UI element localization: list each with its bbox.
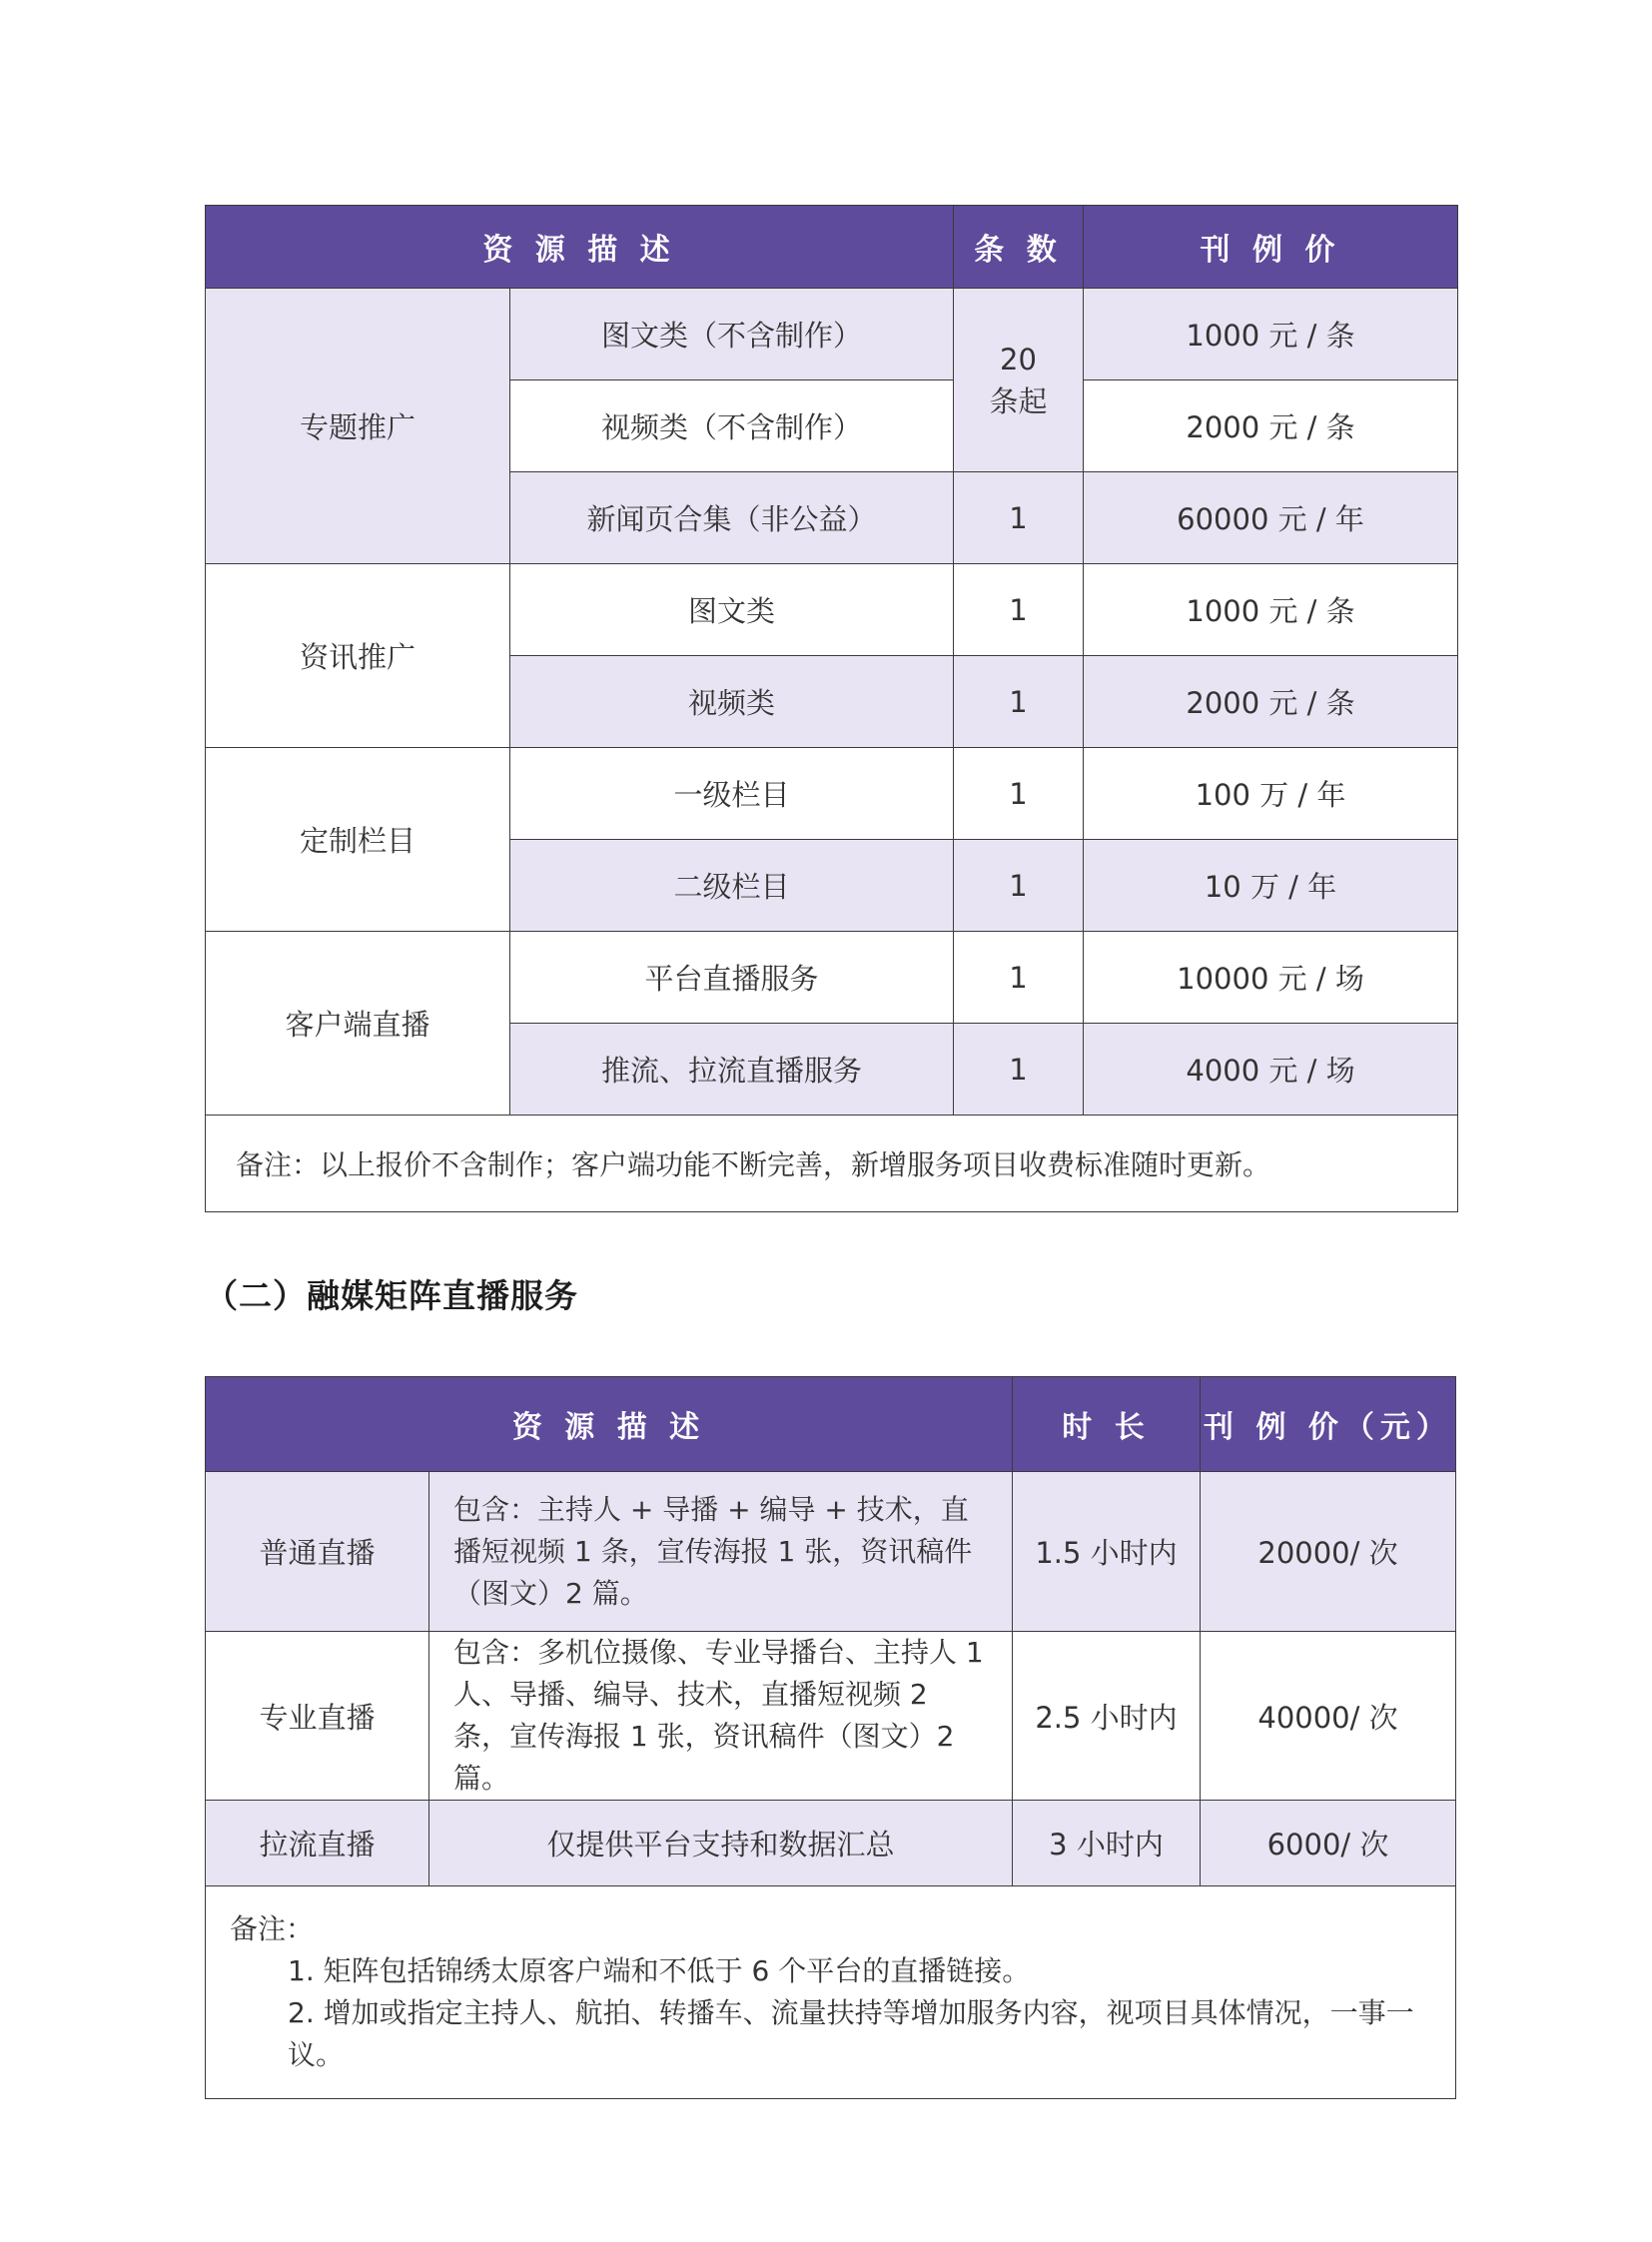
item-count: 1 [954,472,1084,564]
service-description: 仅提供平台支持和数据汇总 [429,1801,1013,1886]
table-note [206,1886,1456,2099]
pricing-table-live [205,1376,1456,2099]
table-header-row [206,206,1458,289]
service-description: 包含：多机位摄像、专业导播台、主持人 1 人、导播、编导、技术，直播短视频 2 条，宣传海报 1 张，资讯稿件（图文）2 篇。 [429,1632,1013,1801]
table-row [206,932,1458,1024]
service-duration: 3 小时内 [1013,1801,1201,1886]
pricing-table-client [205,205,1458,1212]
item-name: 图文类（不含制作） [510,289,954,380]
group-name: 客户端直播 [206,932,510,1116]
item-count: 1 [954,932,1084,1024]
item-name: 一级栏目 [510,748,954,840]
service-price: 6000/ 次 [1201,1801,1456,1886]
table-row [206,289,1458,380]
item-price: 1000 元 / 条 [1084,564,1458,656]
service-duration: 1.5 小时内 [1013,1472,1201,1632]
table-row [206,748,1458,840]
note-item: 2. 增加或指定主持人、航拍、转播车、流量扶持等增加服务内容，视项目具体情况，一事一议。 [288,1996,1414,2071]
service-description: 包含：主持人 + 导播 + 编导 + 技术，直播短视频 1 条，宣传海报 1 张，资讯稿件（图文）2 篇。 [429,1472,1013,1632]
note-row [206,1886,1456,2099]
item-count: 1 [954,1024,1084,1116]
item-count: 1 [954,564,1084,656]
item-name: 图文类 [510,564,954,656]
table-row [206,1632,1456,1801]
item-name: 平台直播服务 [510,932,954,1024]
table-row [206,1472,1456,1632]
item-price: 60000 元 / 年 [1084,472,1458,564]
service-duration: 2.5 小时内 [1013,1632,1201,1801]
header-resource: 资 源 描 述 [206,206,954,289]
header-count: 条 数 [954,206,1084,289]
item-price: 10000 元 / 场 [1084,932,1458,1024]
note-row [206,1116,1458,1212]
shared-count-text: 20 条起 [989,342,1048,418]
item-price: 2000 元 / 条 [1084,380,1458,472]
item-price: 10 万 / 年 [1084,840,1458,932]
table-row [206,564,1458,656]
item-name: 二级栏目 [510,840,954,932]
item-price: 100 万 / 年 [1084,748,1458,840]
service-price: 40000/ 次 [1201,1632,1456,1801]
service-name: 普通直播 [206,1472,429,1632]
item-price: 1000 元 / 条 [1084,289,1458,380]
item-count: 1 [954,656,1084,748]
header-duration: 时 长 [1013,1377,1201,1472]
service-price: 20000/ 次 [1201,1472,1456,1632]
group-name: 资讯推广 [206,564,510,748]
group-name: 专题推广 [206,289,510,564]
header-resource: 资 源 描 述 [206,1377,1013,1472]
item-count: 1 [954,748,1084,840]
item-name: 推流、拉流直播服务 [510,1024,954,1116]
item-count: 1 [954,840,1084,932]
item-name: 新闻页合集（非公益） [510,472,954,564]
table-note: 备注：以上报价不含制作；客户端功能不断完善，新增服务项目收费标准随时更新。 [206,1116,1458,1212]
header-price: 刊 例 价（元） [1201,1377,1456,1472]
shared-count [954,289,1084,472]
item-name: 视频类（不含制作） [510,380,954,472]
service-name: 专业直播 [206,1632,429,1801]
item-name: 视频类 [510,656,954,748]
item-price: 2000 元 / 条 [1084,656,1458,748]
section-title: （二）融媒矩阵直播服务 [205,1276,578,1315]
note-item: 1. 矩阵包括锦绣太原客户端和不低于 6 个平台的直播链接。 [288,1954,1031,1987]
item-price: 4000 元 / 场 [1084,1024,1458,1116]
service-name: 拉流直播 [206,1801,429,1886]
table-row [206,1801,1456,1886]
note-label: 备注： [230,1912,315,1945]
group-name: 定制栏目 [206,748,510,932]
header-price: 刊 例 价 [1084,206,1458,289]
table-header-row [206,1377,1456,1472]
